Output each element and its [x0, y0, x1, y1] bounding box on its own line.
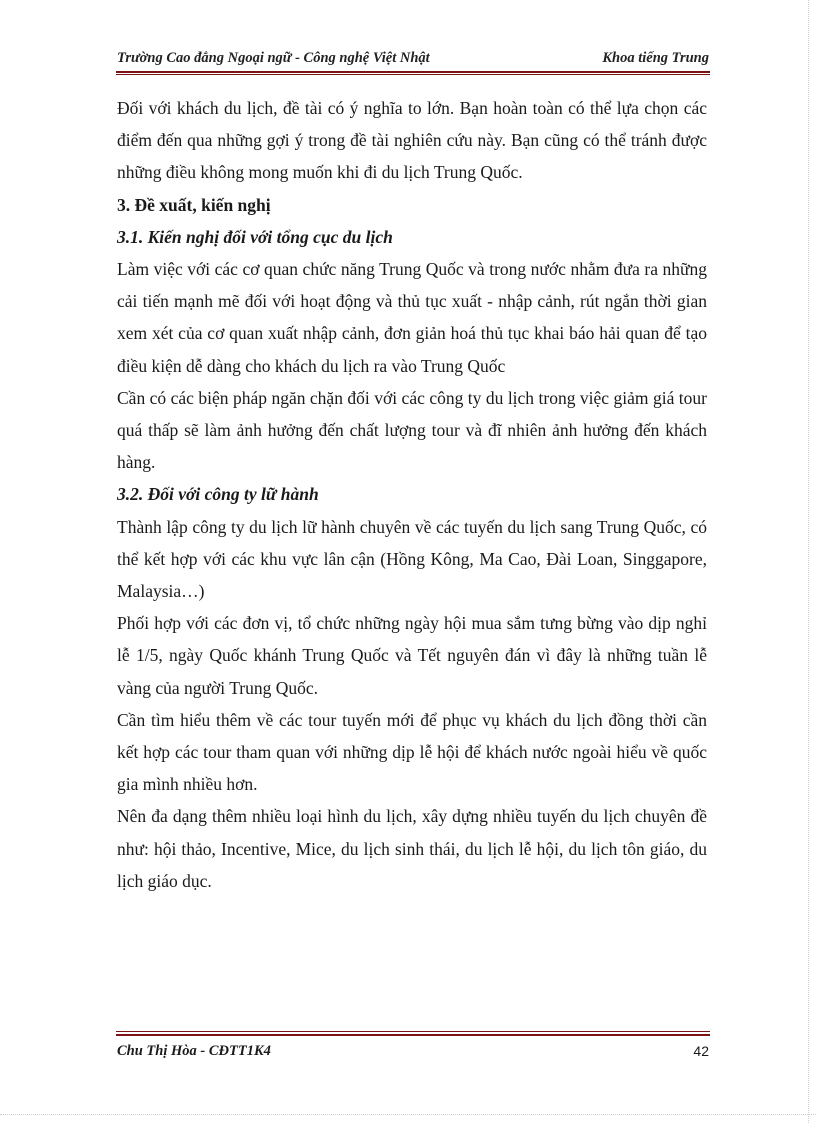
- paragraph-immigration: Làm việc với các cơ quan chức năng Trung Quốc và trong nước nhằm đưa ra những cải tiến mạnh mẽ đối với hoạt động và thủ tục xuất - nhập cảnh, rút ngắn thời gian xem xét của cơ quan xuất nhập cảnh, đơn giản hoá thủ tục khai báo hải quan để tạo điều kiện dễ dàng cho khách du lịch ra vào Trung Quốc: [117, 259, 707, 376]
- paragraph-price-control: Cần có các biện pháp ngăn chặn đối với các công ty du lịch trong việc giảm giá tour quá thấp sẽ làm ảnh hưởng đến chất lượng tour và đĩ nhiên ảnh hưởng đến khách hàng.: [117, 387, 707, 473]
- footer-author: Chu Thị Hòa - CĐTT1K4: [117, 1043, 271, 1059]
- header-institution: Trường Cao đẳng Ngoại ngữ - Công nghệ Việt Nhật: [117, 50, 430, 66]
- subsection-heading-3-2: 3.2. Đối với công ty lữ hành: [117, 484, 319, 505]
- paragraph-significance: Đối với khách du lịch, đề tài có ý nghĩa to lớn. Bạn hoàn toàn có thể lựa chọn các điểm đến qua những gợi ý trong đề tài nghiên cứu này. Bạn cũng có thể tránh được những điều không mong muốn khi đi du lịch Trung Quốc.: [117, 98, 707, 183]
- header-department: Khoa tiếng Trung: [602, 50, 709, 66]
- page-edge-bottom: [0, 1114, 816, 1115]
- page-number: 42: [693, 1043, 709, 1059]
- page-header: [117, 48, 709, 70]
- paragraph-shopping-festival: Phối hợp với các đơn vị, tổ chức những ngày hội mua sắm tưng bừng vào dịp nghỉ lễ 1/5, ngày Quốc khánh Trung Quốc và Tết nguyên đán vì đây là những tuần lễ vàng của người Trung Quốc.: [117, 613, 707, 698]
- paragraph-new-tours: Cần tìm hiểu thêm về các tour tuyến mới để phục vụ khách du lịch đồng thời cần kết hợp các tour tham quan với những dịp lễ hội để khách nước ngoài hiểu về quốc gia mình nhiều hơn.: [117, 709, 707, 795]
- page-body: [117, 92, 707, 897]
- page-edge-right: [808, 0, 809, 1123]
- paragraph-travel-company: Thành lập công ty du lịch lữ hành chuyên về các tuyến du lịch sang Trung Quốc, có thể kết hợp với các khu vực lân cận (Hồng Kông, Ma Cao, Đài Loan, Singgapore, Malaysia…): [117, 516, 707, 602]
- footer-divider: [116, 1031, 710, 1036]
- paragraph-diversify: Nên đa dạng thêm nhiều loại hình du lịch, xây dựng nhiều tuyến du lịch chuyên đề như: hội thảo, Incentive, Mice, du lịch sinh thái, du lịch lễ hội, du lịch tôn giáo, du lịch giáo dục.: [117, 806, 707, 891]
- page-footer: [117, 1041, 709, 1063]
- header-divider: [116, 71, 710, 75]
- subsection-heading-3-1: 3.1. Kiến nghị đối với tổng cục du lịch: [117, 226, 393, 247]
- section-heading-3: 3. Đề xuất, kiến nghị: [117, 194, 271, 215]
